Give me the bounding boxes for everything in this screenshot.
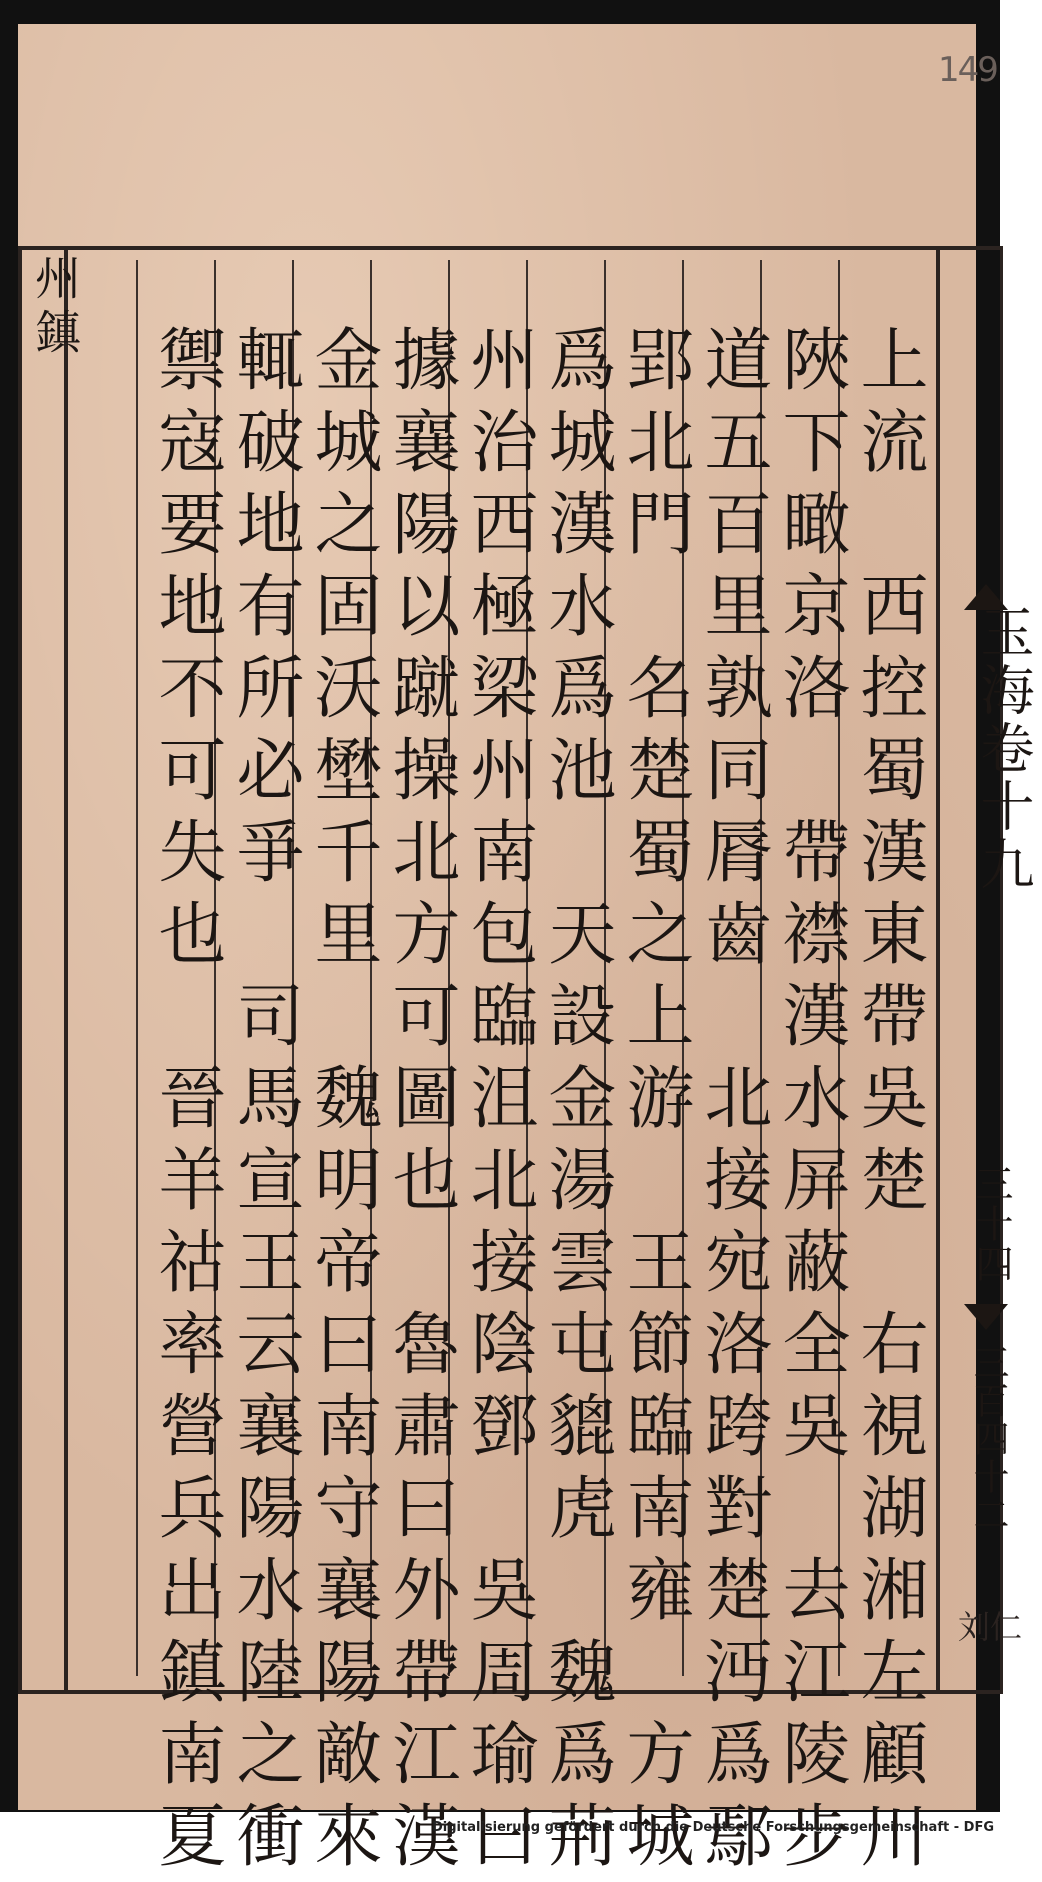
text-column-5: 爲城漢水爲池 天設金湯雲屯貔虎 魏爲荊 — [537, 324, 616, 1882]
text-column-8: 金城之固沃壄千里 魏明帝曰南守襄陽敵來 — [303, 324, 382, 1882]
text-column-2: 陜下瞰京洛 帶襟漢水屏蔽全吳 去江陵步 — [771, 324, 850, 1882]
column-rule — [136, 260, 138, 1676]
text-column-4: 郢北門 名楚蜀之上游 王節臨南雍 方城 — [615, 324, 694, 1882]
folio-number: 149 — [938, 50, 997, 90]
fishtail-mark-bottom — [964, 1304, 1008, 1330]
frame-inner-right — [936, 246, 940, 1694]
margin-juan-number: 三十四 — [969, 1164, 1013, 1284]
frame-left-edge — [18, 246, 22, 1694]
digitization-credit: Digitalisierung gefördert durch die Deutsche Forschungsgemeinschaft - DFG — [431, 1820, 994, 1835]
text-column-3: 道五百里孰同脣齒 北接宛洛跨對楚沔爲鄢 — [693, 324, 772, 1882]
text-column-1: 上流 西控蜀漢東帶吳楚 右視湖湘左顧川 — [849, 324, 928, 1882]
text-column-6: 州治西極梁州南包臨沮北接陰鄧 吳周瑜曰 — [459, 324, 538, 1882]
text-column-7: 據襄陽以蹴操北方可圖也 魯肅曰外帶江漢 — [381, 324, 460, 1882]
margin-page-number: 三百四十二 — [968, 1344, 1009, 1534]
margin-book-title: 玉海卷十九 — [972, 604, 1035, 894]
text-column-9: 輒破地有所必爭 司馬宣王云襄陽水陸之衝 — [225, 324, 304, 1882]
frame-inner-left — [64, 246, 68, 1694]
carver-mark: 刘仁 — [958, 1608, 1023, 1646]
text-column-10: 禦寇要地不可失也 晉羊祜率營兵出鎮南夏 — [147, 324, 226, 1882]
side-tab-label: 州鎮 — [28, 254, 82, 362]
